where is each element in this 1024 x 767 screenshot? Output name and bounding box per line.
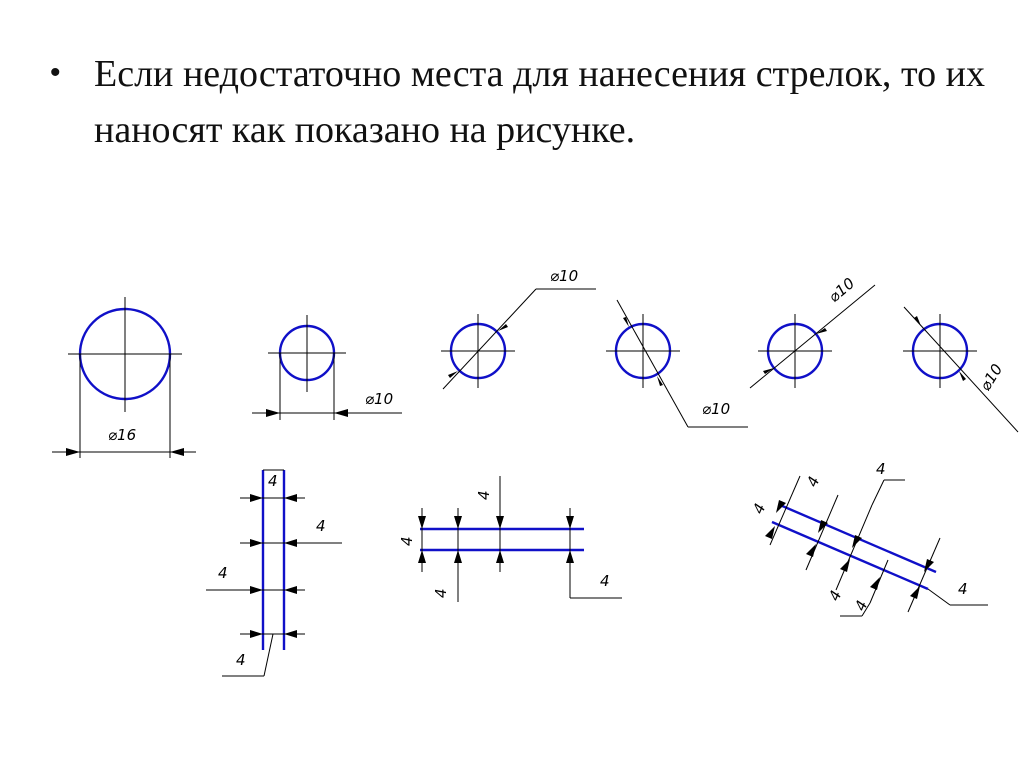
strip-edge-bottom [772,522,928,589]
dimension-label-d16: ⌀16 [108,426,137,444]
arrowhead [170,448,184,456]
leader-line [264,634,273,676]
dimension-label: 4 [475,490,493,500]
dimension-label: 4 [958,580,968,598]
dimension-label-d10: ⌀10 [825,274,859,307]
dimension-label: 4 [432,588,450,598]
arrowhead [250,630,263,638]
dimension-label: 4 [825,587,846,604]
inclined-strip-group [749,460,988,616]
circle-d10-diagonal-a-group [441,267,596,389]
circle-d16-group [52,297,196,458]
arrowhead [250,539,263,547]
arrowhead [284,539,297,547]
circle-d10-diagonal-b-group [606,300,748,427]
dimension-line [617,300,688,427]
arrowhead [914,316,921,326]
arrowhead [284,494,297,502]
circle-d10-diagonal-d-group [903,307,1018,432]
arrowhead [870,577,880,590]
dimension-label: 4 [876,460,886,478]
dimension-label-d10: ⌀10 [365,390,394,408]
arrowhead [418,516,426,529]
arrowhead [496,550,504,563]
dimension-label-d10: ⌀10 [702,400,731,418]
circle-d10-diagonal-c-group [750,274,875,388]
dimension-label: 4 [851,597,872,614]
arrowhead [840,559,850,572]
arrowhead [250,494,263,502]
arrowhead [623,317,629,327]
leader-line [928,589,950,605]
dimension-line [908,538,940,612]
dimension-label: 4 [316,517,326,535]
dimension-label-d10: ⌀10 [976,360,1007,395]
dimension-label: 4 [600,572,610,590]
dimension-line [836,505,872,590]
arrowhead [266,409,280,417]
dimension-label: 4 [268,472,278,490]
dimension-label: 4 [398,536,416,546]
dimension-label: 4 [218,564,228,582]
horizontal-strip-group [398,476,622,602]
dimension-line [443,289,536,389]
arrowhead [806,544,816,557]
arrowhead [959,371,966,381]
arrowhead [910,586,920,599]
dimension-label: 4 [749,500,770,517]
leader-line [872,480,884,505]
arrowhead [284,630,297,638]
arrowhead [284,586,297,594]
arrowhead [66,448,80,456]
bullet-text: Если недостаточно места для нанесения стрелок, то их наносят как показано на рисунке. [94,53,985,151]
bullet-marker: • [50,56,61,89]
dimension-label: 4 [803,473,824,490]
arrowhead [566,516,574,529]
dimension-line [806,495,838,570]
arrowhead [454,550,462,563]
arrowhead [496,516,504,529]
arrowhead [334,409,348,417]
dimension-label: 4 [236,651,246,669]
dimension-label-d10: ⌀10 [550,267,579,285]
circle-d10-horizontal-group [252,315,402,420]
arrowhead [418,550,426,563]
arrowhead [250,586,263,594]
vertical-strip-group [206,470,342,676]
arrowhead [454,516,462,529]
